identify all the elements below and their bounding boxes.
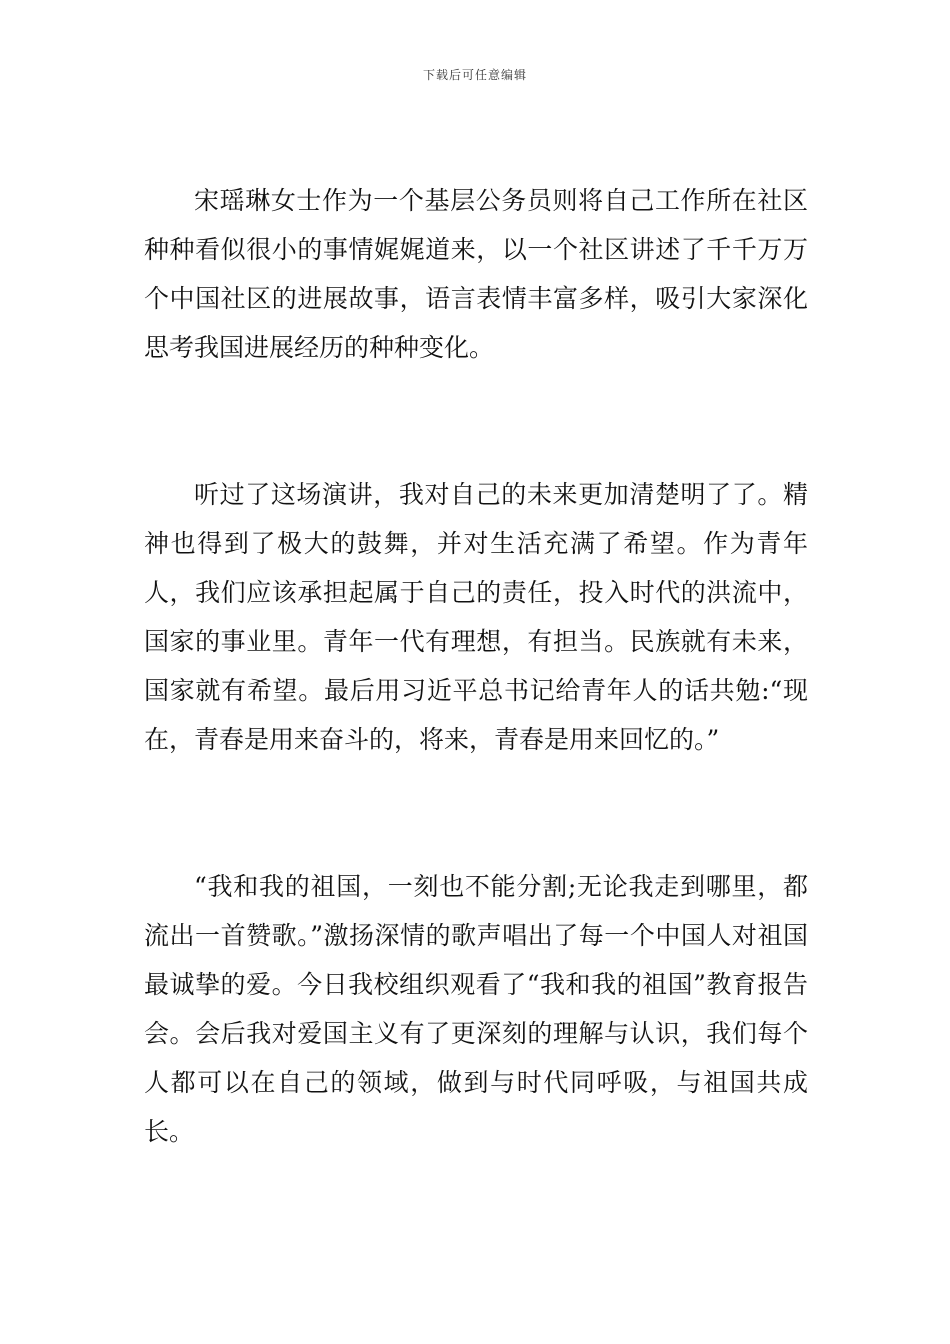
header-note: 下载后可任意编辑 xyxy=(422,68,527,82)
paragraph-2: 听过了这场演讲，我对自己的未来更加清楚明了了。精神也得到了极大的鼓舞，并对生活充满了希望。作为青年人，我们应该承担起属于自己的责任，投入时代的洪流中，国家的事业里。青年一代有理想，有担当。民族就有未来，国家就有希望。最后用习近平总书记给青年人的话共勉:“现在，青春是用来奋斗的，将来，青春是用来回忆的。” xyxy=(144,480,808,754)
paragraph-1: 宋瑶琳女士作为一个基层公务员则将自己工作所在社区种种看似很小的事情娓娓道来，以一个社区讲述了千千万万个中国社区的进展故事，语言表情丰富多样，吸引大家深化思考我国进展经历的种种变化。 xyxy=(144,186,808,362)
document-body xyxy=(144,176,808,1156)
paragraph-3: “我和我的祖国，一刻也不能分割;无论我走到哪里，都流出一首赞歌。”激扬深情的歌声唱出了每一个中国人对祖国最诚挚的爱。今日我校组织观看了“我和我的祖国”教育报告会。会后我对爱国主义有了更深刻的理解与认识，我们每个人都可以在自己的领域，做到与时代同呼吸，与祖国共成长。 xyxy=(144,872,808,1146)
